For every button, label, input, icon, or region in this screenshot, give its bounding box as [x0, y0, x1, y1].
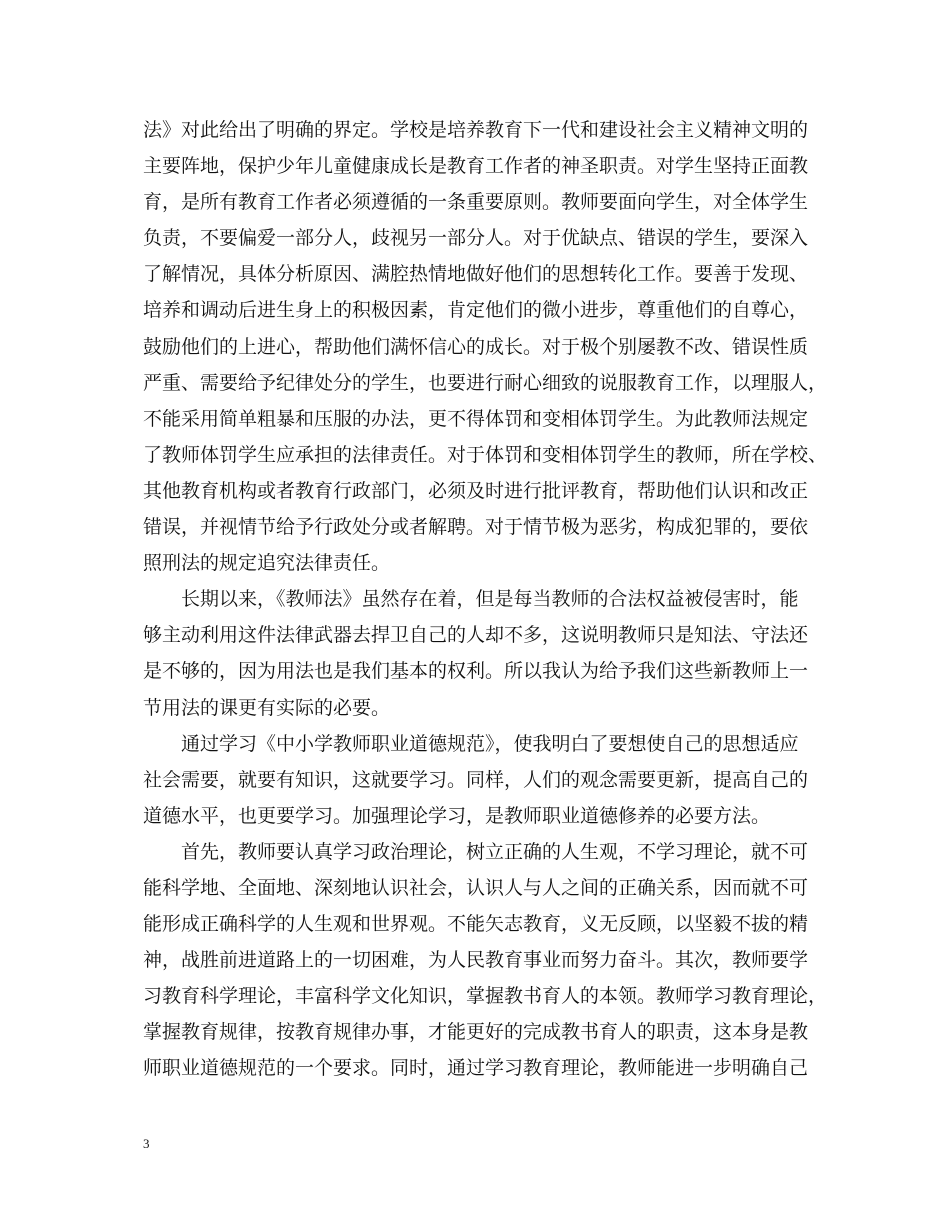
text-line: 掌握教育规律，按教育规律办事，才能更好的完成教书育人的职责，这本身是教: [143, 1021, 809, 1044]
text-line: 育，是所有教育工作者必须遵循的一条重要原则。教师要面向学生，对全体学生: [143, 191, 809, 214]
text-line: 师职业道德规范的一个要求。同时，通过学习教育理论，教师能进一步明确自己: [143, 1057, 809, 1080]
page-number: 3: [143, 1136, 150, 1151]
text-line: 长期以来，《教师法》虽然存在着，但是每当教师的合法权益被侵害时，能: [181, 588, 799, 611]
text-line: 负责，不要偏爱一部分人，歧视另一部分人。对于优缺点、错误的学生，要深入: [143, 227, 809, 250]
text-line: 社会需要，就要有知识，这就要学习。同样，人们的观念需要更新，提高自己的: [143, 768, 809, 791]
text-line: 神，战胜前进道路上的一切困难，为人民教育事业而努力奋斗。其次，教师要学: [143, 949, 809, 972]
text-line: 不能采用简单粗暴和压服的办法，更不得体罚和变相体罚学生。为此教师法规定: [143, 407, 809, 430]
paragraph: [143, 112, 828, 581]
text-line: 其他教育机构或者教育行政部门，必须及时进行批评教育，帮助他们认识和改正: [143, 479, 809, 502]
text-line: 了解情况，具体分析原因、满腔热情地做好他们的思想转化工作。要善于发现、: [143, 263, 809, 286]
text-line: 通过学习《中小学教师职业道德规范》，使我明白了要想使自己的思想适应: [181, 732, 799, 755]
text-line: 照刑法的规定追究法律责任。: [143, 552, 391, 575]
text-line: 培养和调动后进生身上的积极因素，肯定他们的微小进步，尊重他们的自尊心，: [143, 299, 809, 322]
document-body: [143, 112, 828, 1087]
paragraph: [143, 581, 823, 725]
paragraph: [143, 726, 823, 834]
text-line: 够主动利用这件法律武器去捍卫自己的人却不多，这说明教师只是知法、守法还: [143, 624, 809, 647]
text-line: 是不够的，因为用法也是我们基本的权利。所以我认为给予我们这些新教师上一: [143, 660, 809, 683]
text-line: 法》对此给出了明确的界定。学校是培养教育下一代和建设社会主义精神文明的: [143, 119, 809, 141]
text-line: 错误，并视情节给予行政处分或者解聘。对于情节极为恶劣，构成犯罪的，要依: [143, 516, 809, 539]
text-line: 首先，教师要认真学习政治理论，树立正确的人生观，不学习理论，就不可: [181, 840, 809, 863]
text-line: 节用法的课更有实际的必要。: [143, 696, 391, 719]
text-line: 道德水平，也更要学习。加强理论学习，是教师职业道德修养的必要方法。: [143, 804, 771, 827]
text-line: 了教师体罚学生应承担的法律责任。对于体罚和变相体罚学生的教师，所在学校、: [143, 443, 828, 466]
text-line: 能形成正确科学的人生观和世界观。不能矢志教育，义无反顾，以坚毅不拔的精: [143, 913, 809, 936]
text-line: 主要阵地，保护少年儿童健康成长是教育工作者的神圣职责。对学生坚持正面教: [143, 155, 809, 178]
text-line: 能科学地、全面地、深刻地认识社会，认识人与人之间的正确关系，因而就不可: [143, 876, 809, 899]
paragraph: [143, 834, 828, 1087]
text-line: 习教育科学理论，丰富科学文化知识，掌握教书育人的本领。教师学习教育理论，: [143, 985, 828, 1008]
text-line: 严重、需要给予纪律处分的学生，也要进行耐心细致的说服教育工作，以理服人，: [143, 371, 828, 394]
text-line: 鼓励他们的上进心，帮助他们满怀信心的成长。对于极个别屡教不改、错误性质: [143, 335, 809, 358]
